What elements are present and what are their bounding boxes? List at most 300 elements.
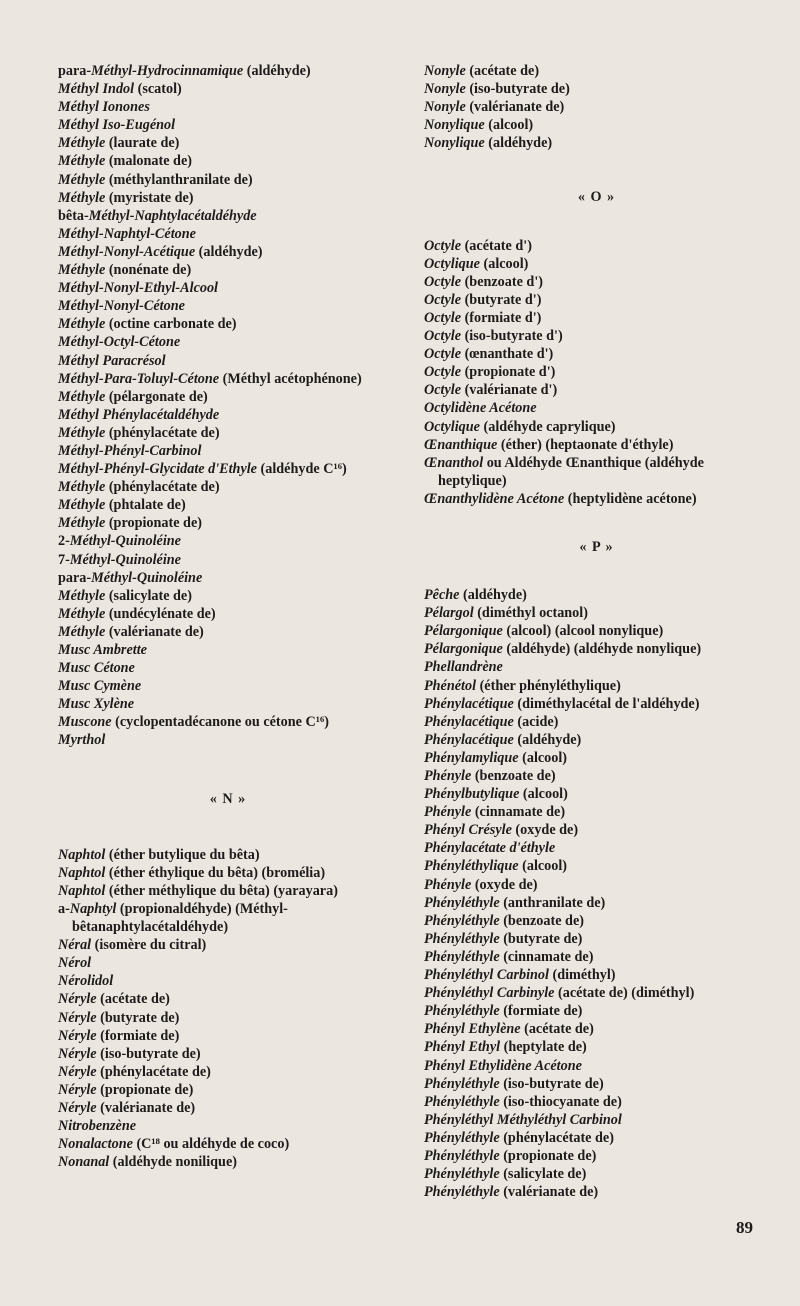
entry-qualifier: (benzoate de)	[471, 768, 556, 784]
entry-qualifier: (propionate de)	[499, 1147, 597, 1164]
entry-qualifier: (malonate de)	[105, 153, 192, 170]
entry-name: Méthyl-Hydrocinnamique	[91, 63, 244, 79]
right-column	[424, 62, 769, 1201]
index-entry	[424, 309, 769, 327]
index-entry	[424, 767, 769, 785]
entry-qualifier: (propionate de)	[96, 1081, 194, 1098]
index-entry	[424, 821, 769, 839]
page-number: 89	[736, 1218, 753, 1237]
index-entry	[58, 261, 398, 279]
entry-qualifier: (oxyde de)	[511, 822, 579, 839]
entry-qualifier: (valérianate de)	[96, 1099, 196, 1116]
index-entry	[58, 1027, 398, 1045]
index-entry	[58, 478, 398, 496]
index-entry	[58, 1153, 398, 1171]
entry-name: Méthyl-Nonyl-Cétone	[58, 298, 185, 315]
index-entry	[58, 972, 398, 990]
entry-name: Phényl Ethylène	[424, 1021, 521, 1038]
entry-qualifier: (salicylate de)	[105, 587, 192, 604]
entry-qualifier: (alcool)	[479, 255, 529, 272]
entry-name: Phényléthyle	[424, 930, 500, 947]
entry-name: Octyle	[424, 237, 462, 254]
entry-name: Phényléthyl Carbinyle	[424, 985, 555, 1002]
section-heading-n: « N »	[209, 790, 247, 807]
index-entry	[424, 381, 769, 399]
entry-qualifier: (C¹⁸ ou aldéhyde de coco)	[132, 1136, 290, 1153]
entry-name: Méthyl-Phényl-Glycidate d'Ethyle	[58, 461, 257, 478]
index-entry	[58, 98, 398, 116]
index-entry	[58, 1099, 398, 1117]
entry-name: Néral	[58, 937, 92, 954]
index-entry	[424, 237, 769, 255]
entry-name: Nérol	[58, 955, 92, 972]
section-heading-o: « O »	[577, 189, 616, 206]
entry-name: Méthyle	[58, 189, 106, 206]
entry-name: Œnanthique	[424, 436, 498, 453]
entry-qualifier: (acétate de)	[465, 63, 540, 79]
entry-name: Phényléthyle	[424, 1166, 500, 1183]
entry-qualifier: (benzoate de)	[499, 912, 584, 929]
entry-qualifier: (acétate de)	[520, 1021, 594, 1038]
index-entry	[58, 207, 398, 225]
entry-qualifier: (éther butylique du bêta)	[105, 846, 260, 863]
index-entry	[58, 605, 398, 623]
entry-name: Nonyle	[424, 63, 466, 79]
index-entry	[424, 62, 769, 80]
index-entry	[424, 345, 769, 363]
entry-qualifier: (phénylacétate de)	[105, 424, 220, 441]
index-entry	[58, 279, 398, 297]
index-entry	[424, 948, 769, 966]
index-entry	[58, 80, 398, 98]
entry-qualifier: (formiate de)	[96, 1027, 180, 1044]
entry-name: Méthyle	[58, 135, 106, 152]
index-entry	[424, 116, 769, 134]
index-entry	[424, 1183, 769, 1201]
entry-qualifier: (alcool) (alcool nonylique)	[502, 623, 664, 640]
index-entry	[58, 370, 398, 388]
index-entry	[58, 864, 398, 882]
entry-name: Octyle	[424, 291, 462, 308]
entry-qualifier: (éther) (heptaonate d'éthyle)	[497, 436, 674, 453]
entry-qualifier: (aldéhyde) (aldéhyde nonylique)	[502, 641, 702, 658]
index-entry	[58, 677, 398, 695]
entry-qualifier: (diméthyl)	[548, 967, 616, 984]
index-entry	[424, 1165, 769, 1183]
entry-qualifier: (pélargonate de)	[105, 388, 208, 405]
entry-name: Méthyl Iso-Eugénol	[58, 117, 176, 134]
index-entry	[424, 966, 769, 984]
entry-name: Naphtyl	[69, 900, 117, 917]
entry-name: Phénylbutylique	[424, 786, 520, 803]
entry-name: Néryle	[58, 991, 97, 1008]
left-column	[58, 62, 398, 1171]
entry-name: Nérolidol	[58, 973, 114, 990]
index-entry	[58, 243, 398, 261]
entry-name: Muscone	[58, 714, 112, 731]
entry-name: Pélargonique	[424, 641, 503, 658]
index-entry	[58, 587, 398, 605]
section-heading-p: « P »	[579, 538, 614, 555]
entry-name: Nonalactone	[58, 1136, 133, 1153]
index-entry	[58, 1009, 398, 1027]
index-entry	[58, 1081, 398, 1099]
entry-name: Musc Cymène	[58, 678, 142, 695]
entry-name: Méthyle	[58, 388, 106, 405]
entry-name: Phényléthyle	[424, 1184, 500, 1201]
entry-name: Néryle	[58, 1099, 97, 1116]
index-entry	[58, 62, 398, 80]
index-entry	[424, 1057, 769, 1075]
entry-name: Méthyl Indol	[58, 81, 135, 98]
entry-name: Nonylique	[424, 117, 485, 134]
entries-p	[424, 586, 769, 1201]
entry-name: Phényl Ethyl	[424, 1039, 501, 1056]
entry-name: Octylidène Acétone	[424, 400, 537, 417]
entry-name: Octyle	[424, 309, 462, 326]
index-entry	[424, 1093, 769, 1111]
index-entry	[424, 80, 769, 98]
index-entry	[424, 454, 769, 490]
entry-name: Musc Xylène	[58, 696, 135, 713]
entry-name: Phényléthyle	[424, 894, 500, 911]
index-entry	[58, 936, 398, 954]
index-entry	[424, 658, 769, 676]
index-entry	[58, 189, 398, 207]
entry-name: Musc Cétone	[58, 660, 135, 677]
index-entry	[424, 876, 769, 894]
entry-name: Phényléthyle	[424, 1003, 500, 1020]
entry-qualifier: (iso-thiocyanate de)	[499, 1093, 622, 1110]
entry-qualifier: (valérianate de)	[465, 99, 565, 116]
entry-name: Musc Ambrette	[58, 642, 147, 658]
index-entry	[58, 171, 398, 189]
entry-name: Œnanthylidène Acétone	[424, 490, 565, 507]
entry-name: Phellandrène	[424, 659, 503, 676]
entry-name: Nonylique	[424, 135, 485, 152]
entry-name: Néryle	[58, 1027, 97, 1044]
entry-qualifier: (œnanthate d')	[461, 346, 554, 363]
entry-name: Naphtol	[58, 846, 106, 863]
index-entry	[424, 490, 769, 508]
index-entry	[424, 912, 769, 930]
entry-qualifier: (iso-butyrate de)	[499, 1075, 604, 1092]
entry-name: Méthyle	[58, 153, 106, 170]
index-entry	[424, 586, 769, 604]
entry-qualifier: (éther méthylique du bêta) (yarayara)	[105, 882, 338, 899]
index-entry	[58, 152, 398, 170]
entry-qualifier: (aldéhyde)	[513, 731, 582, 748]
index-entry	[58, 333, 398, 351]
entry-qualifier: (valérianate de)	[105, 623, 204, 640]
entry-name: Octylique	[424, 418, 480, 435]
index-entry	[58, 1117, 398, 1135]
index-entry	[424, 1129, 769, 1147]
entry-name: Pêche	[424, 587, 460, 604]
index-entry	[424, 418, 769, 436]
entry-qualifier: (valérianate de)	[499, 1184, 599, 1201]
entry-prefix: 2-	[58, 533, 70, 550]
entry-name: Néryle	[58, 1009, 97, 1026]
entry-qualifier: (éther phényléthylique)	[476, 677, 621, 694]
index-entry	[58, 225, 398, 243]
entry-name: Phényl Ethylidène Acétone	[424, 1057, 582, 1074]
entry-name: Méthyl-Quinoléine	[69, 551, 181, 568]
index-entry	[58, 315, 398, 333]
index-entry	[424, 1147, 769, 1165]
index-entry	[424, 399, 769, 417]
entry-name: Naphtol	[58, 882, 106, 899]
entry-qualifier: (salicylate de)	[499, 1166, 587, 1183]
entry-qualifier: ou Aldéhyde Œnanthique (aldéhyde heptylique)	[438, 454, 704, 489]
entry-name: Méthyl-Nonyl-Acétique	[58, 243, 196, 260]
entry-name: Méthyl-Para-Toluyl-Cétone	[58, 370, 220, 387]
index-entry	[58, 297, 398, 315]
entries-n	[58, 846, 398, 1172]
index-entry	[58, 990, 398, 1008]
index-entry	[58, 695, 398, 713]
entry-name: Méthyle	[58, 587, 106, 604]
entry-qualifier: (alcool)	[518, 749, 568, 766]
entry-name: Phényl Crésyle	[424, 822, 512, 839]
entry-name: Phényléthyle	[424, 1147, 500, 1164]
entry-qualifier: (aldéhyde C¹⁶)	[256, 461, 347, 478]
entry-name: Méthyl-Phényl-Carbinol	[58, 442, 202, 459]
entry-prefix: a-	[58, 900, 70, 917]
index-entry	[424, 1111, 769, 1129]
index-entry	[424, 255, 769, 273]
index-entry	[58, 352, 398, 370]
entries-m	[58, 62, 398, 750]
entry-prefix: para-	[58, 569, 92, 586]
entry-qualifier: (méthylanthranilate de)	[105, 171, 253, 188]
entry-name: Phényléthyle	[424, 1129, 500, 1146]
entry-name: Méthyle	[58, 515, 106, 532]
index-entry	[424, 327, 769, 345]
index-entry	[424, 785, 769, 803]
entry-name: Myrthol	[58, 732, 106, 749]
index-entry	[58, 532, 398, 550]
index-entry	[58, 713, 398, 731]
entry-qualifier: (iso-butyrate de)	[96, 1045, 201, 1062]
entry-qualifier: (undécylénate de)	[105, 605, 216, 622]
index-entry	[58, 659, 398, 677]
entry-qualifier: (oxyde de)	[471, 876, 538, 893]
entry-qualifier: (nonénate de)	[105, 262, 192, 279]
entry-qualifier: (cyclopentadécanone ou cétone C¹⁶)	[111, 714, 329, 731]
index-entry	[424, 273, 769, 291]
entry-qualifier: (iso-butyrate d')	[461, 328, 563, 345]
entry-name: Phényléthyle	[424, 1075, 500, 1092]
entry-qualifier: (butyrate de)	[499, 930, 583, 947]
entry-qualifier: (cinnamate de)	[471, 804, 566, 821]
entry-qualifier: (aldéhyde)	[243, 63, 311, 79]
entry-name: Néryle	[58, 1045, 97, 1062]
index-entry	[424, 363, 769, 381]
entry-name: Méthyle	[58, 497, 106, 514]
entry-name: Phénylacétate d'éthyle	[424, 840, 556, 857]
entry-qualifier: (alcool)	[484, 117, 534, 134]
index-entry	[424, 731, 769, 749]
entry-name: Méthyle	[58, 171, 106, 188]
entry-qualifier: (iso-butyrate de)	[465, 81, 570, 98]
entry-qualifier: (phénylacétate de)	[105, 479, 220, 496]
index-entry	[58, 731, 398, 749]
entry-name: Phényle	[424, 876, 472, 893]
index-entry	[58, 1045, 398, 1063]
entry-name: Phénylamylique	[424, 749, 519, 766]
entry-name: Nonanal	[58, 1154, 110, 1171]
index-entry	[424, 803, 769, 821]
entry-name: Méthyle	[58, 479, 106, 496]
entry-prefix: para-	[58, 63, 92, 79]
index-entry	[424, 98, 769, 116]
index-entry	[58, 514, 398, 532]
entry-name: Méthyle	[58, 316, 106, 333]
index-entry	[58, 641, 398, 659]
entry-name: Phényléthyle	[424, 948, 500, 965]
entry-qualifier: (scatol)	[134, 81, 182, 98]
entry-qualifier: (phtalate de)	[105, 497, 186, 514]
index-entry	[58, 569, 398, 587]
entry-name: Phényléthyl Méthyléthyl Carbinol	[424, 1111, 622, 1128]
index-entry	[424, 749, 769, 767]
entry-name: Méthyle	[58, 605, 106, 622]
entry-qualifier: (cinnamate de)	[499, 948, 594, 965]
entry-name: Phényléthyle	[424, 912, 500, 929]
entry-qualifier: (acétate de) (diméthyl)	[554, 985, 695, 1002]
index-entry	[58, 388, 398, 406]
entry-name: Phényléthyl Carbinol	[424, 967, 549, 984]
entry-name: Néryle	[58, 1063, 97, 1080]
entry-name: Phényle	[424, 768, 472, 784]
entry-name: Phényléthyle	[424, 1093, 500, 1110]
entry-qualifier: (octine carbonate de)	[105, 316, 237, 333]
entry-prefix: 7-	[58, 551, 70, 568]
entry-name: Méthyl-Nonyl-Ethyl-Alcool	[58, 280, 218, 297]
index-entry	[58, 1135, 398, 1153]
entries-o	[424, 237, 769, 508]
entry-qualifier: (diméthylacétal de l'aldéhyde)	[513, 695, 700, 712]
index-entry	[58, 900, 398, 936]
entry-qualifier: (alcool)	[518, 858, 568, 875]
entry-name: Nitrobenzène	[58, 1118, 137, 1135]
index-entry	[424, 1075, 769, 1093]
entry-qualifier: (benzoate d')	[461, 273, 543, 290]
entry-qualifier: (formiate d')	[461, 309, 542, 326]
entry-qualifier: (propionate de)	[105, 515, 202, 532]
index-entry	[424, 622, 769, 640]
entry-name: Octylique	[424, 255, 480, 272]
index-entry	[58, 1063, 398, 1081]
entry-name: Phénylacétique	[424, 731, 514, 748]
entry-qualifier: (éther éthylique du bêta) (bromélia)	[105, 864, 326, 881]
index-entry	[424, 984, 769, 1002]
entry-qualifier: (phénylacétate de)	[96, 1063, 211, 1080]
entry-qualifier: (propionaldéhyde) (Méthyl-bêtanaphtylacétaldéhyde)	[72, 900, 288, 936]
entry-name: Méthyl Ionones	[58, 99, 150, 116]
entry-name: Naphtol	[58, 864, 106, 881]
index-entry	[58, 406, 398, 424]
index-entry	[58, 460, 398, 478]
entry-qualifier: (Méthyl acétophénone)	[219, 370, 362, 387]
entry-qualifier: (acétate d')	[461, 237, 532, 254]
index-entry	[424, 857, 769, 875]
index-entry	[58, 846, 398, 864]
entry-qualifier: (butyrate d')	[461, 291, 542, 308]
index-entry	[424, 695, 769, 713]
index-entry	[424, 930, 769, 948]
index-entry	[58, 116, 398, 134]
entry-qualifier: (acide)	[513, 713, 559, 730]
entry-name: Octyle	[424, 364, 462, 381]
entry-name: Méthyl-Quinoléine	[91, 569, 203, 586]
entry-name: Phénylacétique	[424, 695, 514, 712]
index-entry	[424, 894, 769, 912]
entry-name: Méthyl-Naphtyl-Cétone	[58, 225, 196, 242]
entry-name: Méthyl Paracrésol	[58, 352, 166, 369]
entry-name: Phénétol	[424, 677, 477, 694]
entry-name: Méthyl-Naphtylacétaldéhyde	[88, 207, 257, 224]
entry-name: Phénylacétique	[424, 713, 514, 730]
index-entry	[58, 134, 398, 152]
index-entry	[424, 1038, 769, 1056]
entry-qualifier: (laurate de)	[105, 135, 180, 152]
entry-name: Méthyle	[58, 424, 106, 441]
entry-name: Nonyle	[424, 99, 466, 116]
entry-qualifier: (diméthyl octanol)	[473, 605, 588, 622]
entry-qualifier: (heptylidène acétone)	[564, 490, 697, 507]
entry-qualifier: (alcool)	[519, 786, 568, 803]
index-entry	[424, 677, 769, 695]
entry-qualifier: (phénylacétate de)	[499, 1129, 614, 1146]
entry-qualifier: (aldéhyde)	[195, 243, 263, 260]
entry-name: Pélargol	[424, 605, 474, 622]
index-entry	[58, 424, 398, 442]
index-entry	[58, 496, 398, 514]
entry-name: Méthyl Phénylacétaldéhyde	[58, 406, 220, 423]
entry-qualifier: (anthranilate de)	[499, 894, 606, 911]
entry-qualifier: (butyrate de)	[96, 1009, 180, 1026]
entry-name: Pélargonique	[424, 623, 503, 640]
entry-qualifier: (myristate de)	[105, 189, 194, 206]
entry-name: Octyle	[424, 382, 462, 399]
entry-name: Phényléthylique	[424, 858, 519, 875]
entry-qualifier: (aldéhyde)	[459, 587, 527, 604]
index-entry	[58, 623, 398, 641]
entry-name: Méthyle	[58, 623, 106, 640]
entry-name: Phényle	[424, 804, 472, 821]
entry-name: Octyle	[424, 328, 462, 345]
entry-name: Œnanthol	[424, 454, 484, 471]
index-entry	[58, 954, 398, 972]
entry-name: Octyle	[424, 346, 462, 363]
entry-qualifier: (formiate de)	[499, 1003, 583, 1020]
entry-name: Néryle	[58, 1081, 97, 1098]
entry-qualifier: (isomère du citral)	[91, 937, 207, 954]
index-entry	[424, 291, 769, 309]
entry-qualifier: (heptylate de)	[500, 1039, 587, 1056]
entry-qualifier: (aldéhyde nonilique)	[109, 1154, 237, 1171]
index-entry	[424, 134, 769, 152]
index-entry	[58, 442, 398, 460]
index-entry	[424, 436, 769, 454]
index-entry	[424, 713, 769, 731]
entry-qualifier: (valérianate d')	[461, 382, 558, 399]
index-entry	[58, 551, 398, 569]
index-entry	[424, 839, 769, 857]
index-entry	[424, 640, 769, 658]
